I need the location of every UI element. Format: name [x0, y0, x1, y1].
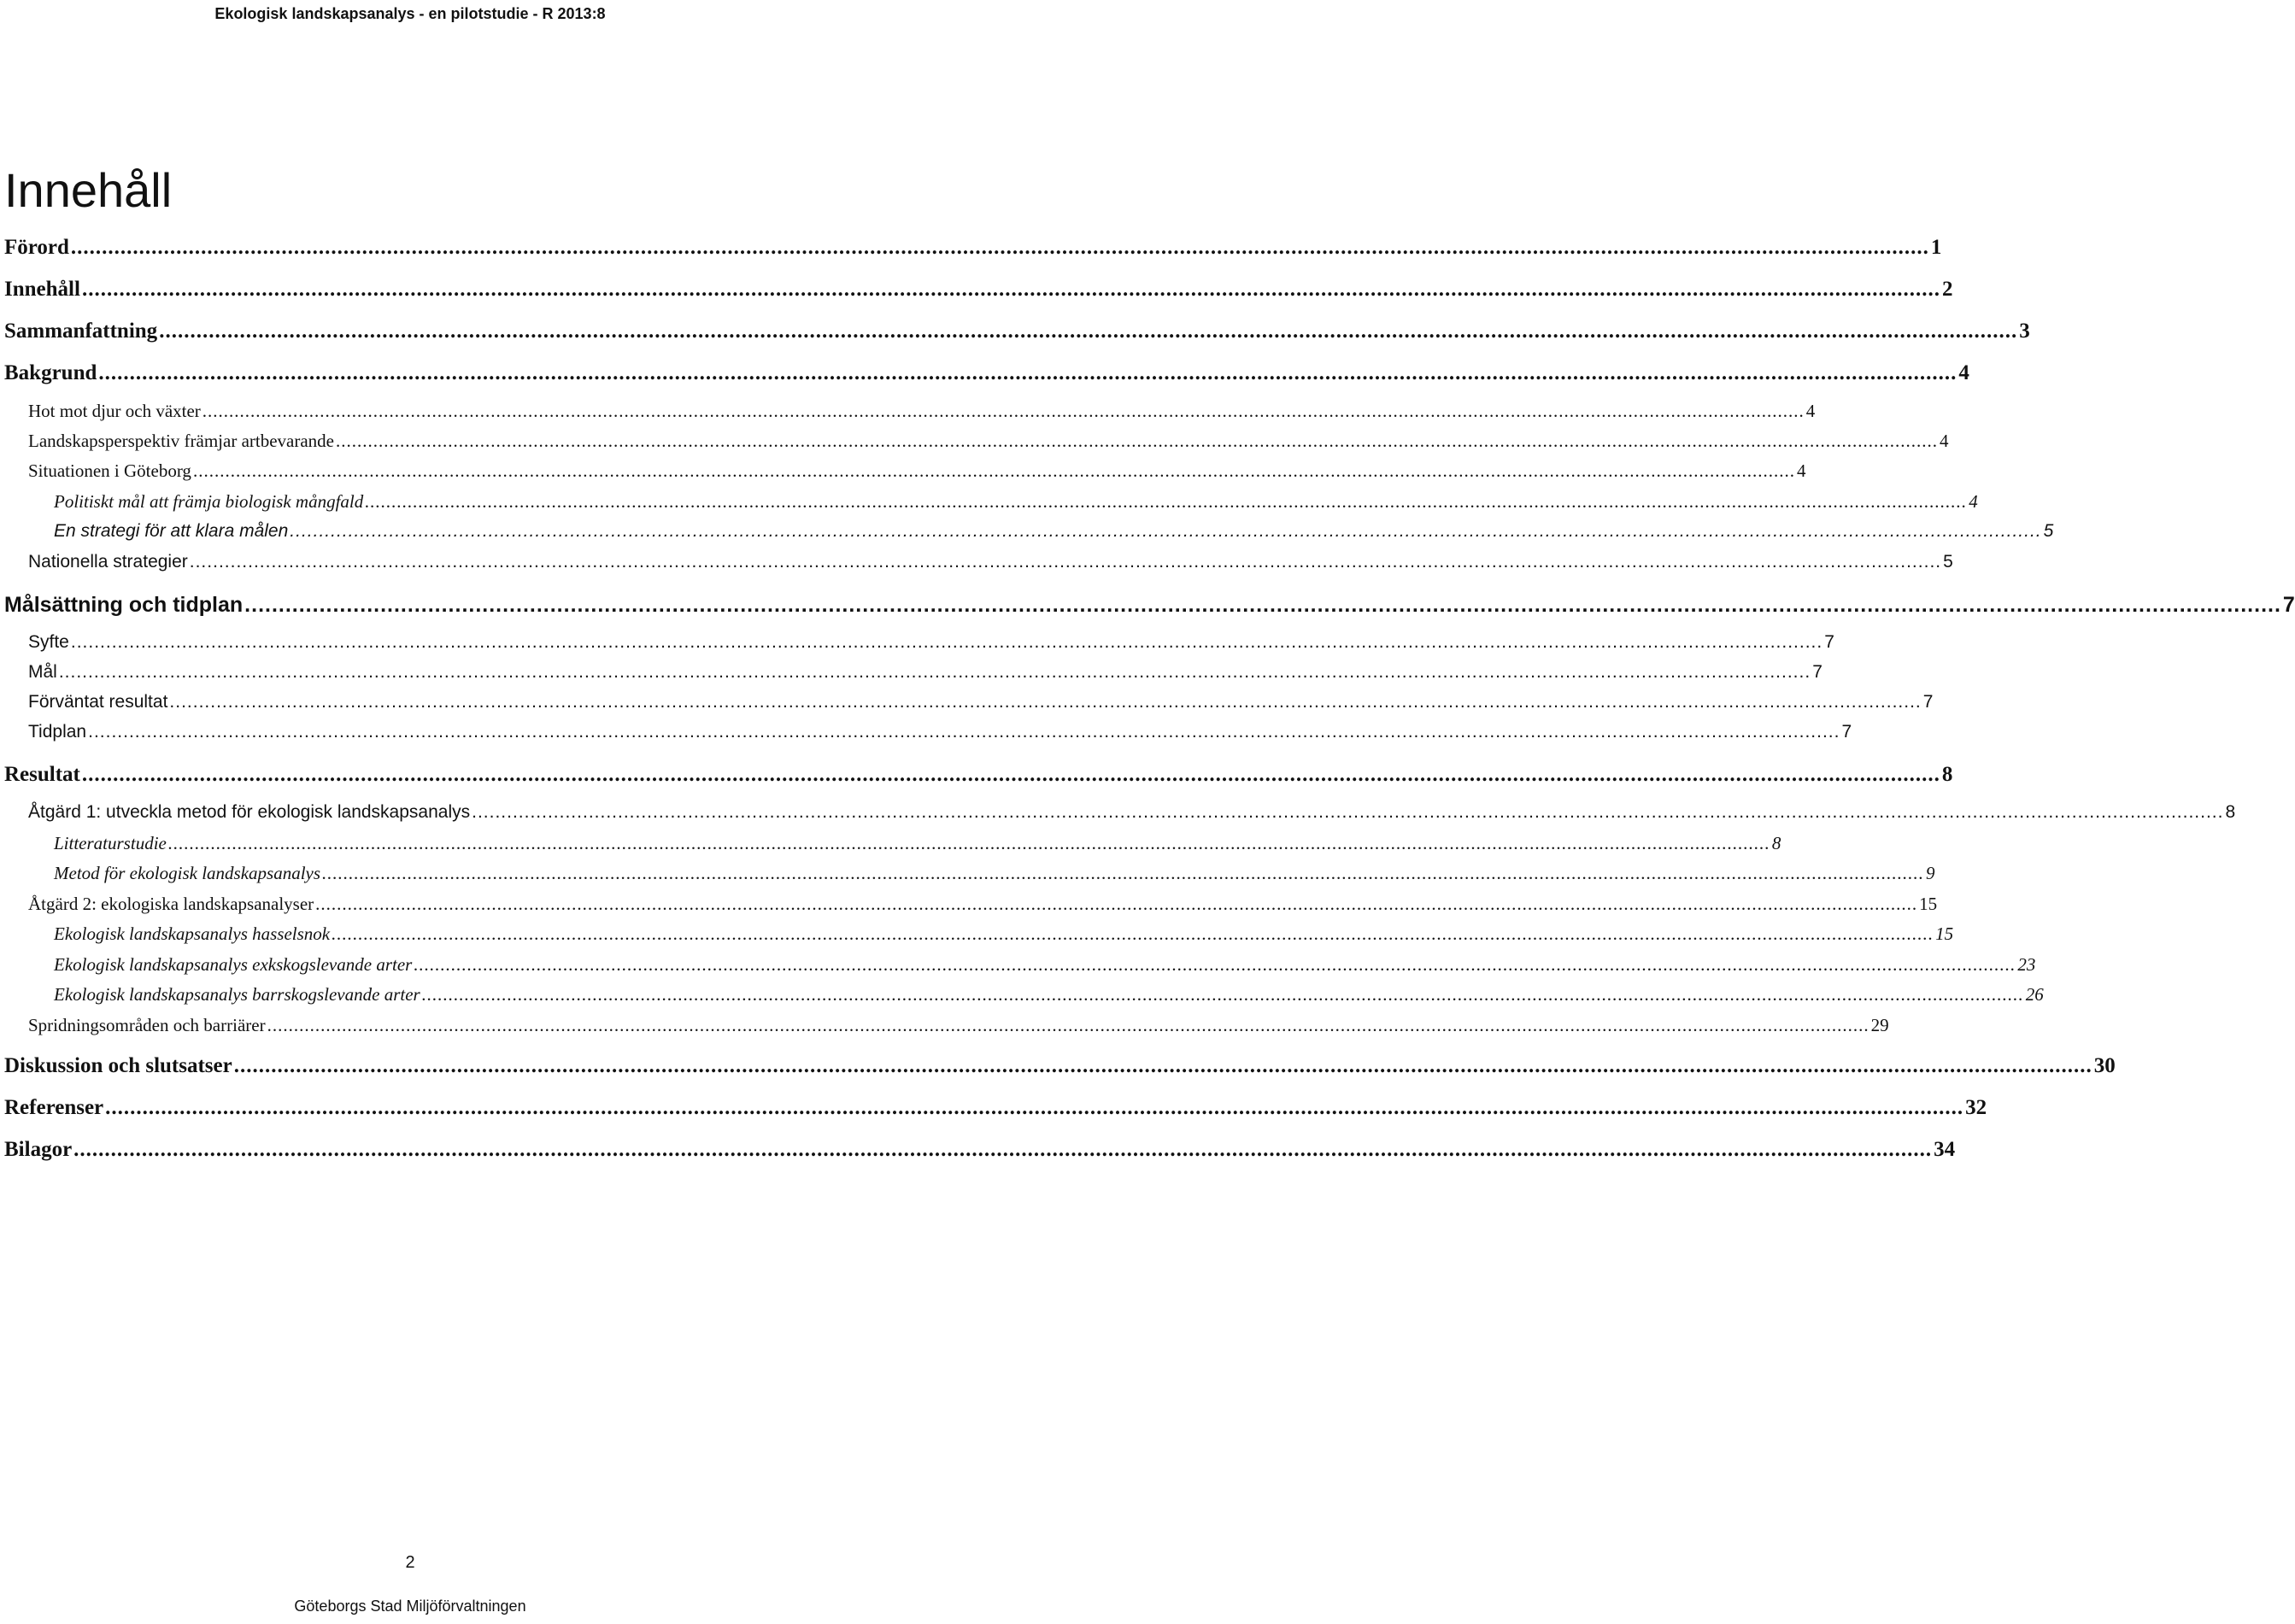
toc-entry-label: Landskapsperspektiv främjar artbevarande	[28, 431, 335, 451]
toc-entry-label: Spridningsområden och barriärer	[28, 1015, 266, 1035]
toc-leader-dots: ............................................................................................................................................................................................................................................................................................................	[159, 320, 2018, 343]
toc-entry-label: Mål	[28, 662, 57, 682]
toc-entry-label: Förord	[4, 236, 69, 259]
toc-entry-page: 23	[2017, 954, 2036, 975]
toc-entry-page: 7	[1812, 662, 1822, 682]
toc-entry-page: 34	[1934, 1138, 1956, 1161]
toc-entry-hot-mot-djur[interactable]	[28, 401, 1816, 430]
toc-leader-dots: ............................................................................................................................................................................................................................................................................................................	[290, 521, 2042, 541]
toc-leader-dots: ............................................................................................................................................................................................................................................................................................................	[202, 401, 1805, 421]
toc-entry-page: 8	[2225, 802, 2236, 822]
toc-entry-atgard-1[interactable]	[28, 802, 2236, 831]
toc-entry-label: Bilagor	[4, 1138, 73, 1161]
toc-entry-label: Syfte	[28, 632, 69, 652]
toc-entry-page: 4	[1969, 491, 1978, 512]
running-footer: Göteborgs Stad Miljöförvaltningen	[294, 1598, 526, 1615]
toc-leader-dots: ............................................................................................................................................................................................................................................................................................................	[267, 1015, 1869, 1035]
toc-leader-dots: ............................................................................................................................................................................................................................................................................................................	[421, 984, 2024, 1005]
toc-leader-dots: ............................................................................................................................................................................................................................................................................................................	[169, 692, 1922, 712]
toc-leader-dots: ............................................................................................................................................................................................................................................................................................................	[98, 361, 1958, 384]
toc-entry-page: 8	[1941, 763, 1953, 786]
toc-entry-page: 30	[2093, 1054, 2116, 1077]
toc-entry-ekskogslevande[interactable]	[54, 954, 2036, 983]
toc-entry-label: Innehåll	[4, 278, 80, 301]
toc-entry-en-strategi[interactable]	[54, 521, 2054, 550]
toc-leader-dots: ............................................................................................................................................................................................................................................................................................................	[81, 278, 1940, 301]
toc-entry-label: Situationen i Göteborg	[28, 460, 191, 481]
toc-entry-tidplan[interactable]	[28, 722, 1852, 751]
page-title: Innehåll	[4, 163, 173, 217]
toc-entry-spridningsomraden[interactable]	[28, 1015, 1889, 1044]
toc-entry-bakgrund[interactable]	[4, 361, 1969, 390]
toc-entry-resultat[interactable]	[4, 763, 1953, 792]
toc-leader-dots: ............................................................................................................................................................................................................................................................................................................	[336, 431, 1939, 451]
toc-entry-page: 7	[1922, 692, 1934, 712]
toc-entry-bilagor[interactable]	[4, 1138, 1956, 1167]
toc-entry-label: Bakgrund	[4, 361, 97, 384]
toc-entry-label: Ekologisk landskapsanalys barrskogslevande arter	[54, 984, 420, 1005]
toc-leader-dots: ............................................................................................................................................................................................................................................................................................................	[365, 491, 1968, 512]
toc-entry-label: Referenser	[4, 1096, 104, 1119]
toc-leader-dots: ............................................................................................................................................................................................................................................................................................................	[315, 894, 1918, 914]
toc-entry-page: 5	[2043, 521, 2054, 541]
toc-entry-page: 7	[2282, 593, 2295, 617]
toc-entry-mal[interactable]	[28, 662, 1822, 691]
toc-entry-label: Förväntat resultat	[28, 692, 168, 712]
toc-entry-page: 8	[1771, 833, 1781, 853]
toc-entry-label: Åtgärd 2: ekologiska landskapsanalyser	[28, 894, 314, 914]
toc-entry-label: Målsättning och tidplan	[4, 593, 244, 617]
toc-entry-hasselsnok[interactable]	[54, 923, 1954, 953]
toc-entry-label: En strategi för att klara målen	[54, 521, 289, 541]
toc-entry-diskussion[interactable]	[4, 1054, 2116, 1083]
toc-entry-atgard-2[interactable]	[28, 894, 1938, 923]
toc-entry-page: 4	[1940, 431, 1949, 451]
toc-leader-dots: ............................................................................................................................................................................................................................................................................................................	[70, 632, 1823, 652]
toc-entry-page: 4	[1805, 401, 1816, 421]
toc-entry-metod[interactable]	[54, 863, 1935, 892]
toc-entry-politiskt-mal[interactable]	[54, 491, 1978, 520]
toc-entry-label: Åtgärd 1: utveckla metod för ekologisk landskapsanalys	[28, 802, 471, 822]
toc-entry-page: 4	[1796, 460, 1806, 481]
toc-entry-nationella-strategier[interactable]	[28, 552, 1953, 581]
toc-entry-label: Tidplan	[28, 722, 87, 742]
toc-leader-dots: ............................................................................................................................................................................................................................................................................................................	[332, 923, 1934, 944]
toc-entry-page: 15	[1919, 894, 1938, 914]
toc-entry-label: Sammanfattning	[4, 320, 158, 343]
toc-leader-dots: ............................................................................................................................................................................................................................................................................................................	[244, 593, 2281, 617]
toc-leader-dots: ............................................................................................................................................................................................................................................................................................................	[167, 833, 1770, 853]
toc-entry-sammanfattning[interactable]	[4, 320, 2030, 349]
toc-entry-malsattning[interactable]	[4, 593, 2295, 622]
toc-entry-label: Politiskt mål att främja biologisk mångfald	[54, 491, 364, 512]
toc-entry-page: 32	[1965, 1096, 1987, 1119]
toc-entry-forord[interactable]	[4, 236, 1942, 265]
toc-leader-dots: ............................................................................................................................................................................................................................................................................................................	[88, 722, 1840, 742]
toc-entry-page: 5	[1943, 552, 1953, 572]
toc-entry-page: 26	[2025, 984, 2044, 1005]
toc-entry-label: Hot mot djur och växter	[28, 401, 201, 421]
toc-leader-dots: ............................................................................................................................................................................................................................................................................................................	[322, 863, 1925, 883]
toc-entry-label: Litteraturstudie	[54, 833, 167, 853]
toc-entry-barrskogslevande[interactable]	[54, 984, 2044, 1013]
running-header: Ekologisk landskapsanalys - en pilotstudie - R 2013:8	[214, 5, 606, 22]
toc-entry-forvantat-resultat[interactable]	[28, 692, 1934, 721]
toc-entry-page: 15	[1935, 923, 1954, 944]
toc-leader-dots: ............................................................................................................................................................................................................................................................................................................	[73, 1138, 1933, 1161]
toc-entry-page: 3	[2019, 320, 2030, 343]
toc-leader-dots: ............................................................................................................................................................................................................................................................................................................	[105, 1096, 1964, 1119]
toc-entry-syfte[interactable]	[28, 632, 1834, 661]
toc-entry-page: 7	[1824, 632, 1834, 652]
toc-leader-dots: ............................................................................................................................................................................................................................................................................................................	[81, 763, 1940, 786]
toc-entry-landskapsperspektiv[interactable]	[28, 431, 1949, 460]
toc-entry-label: Nationella strategier	[28, 552, 188, 572]
toc-entry-innehall[interactable]	[4, 278, 1953, 307]
toc-entry-page: 7	[1841, 722, 1852, 742]
toc-leader-dots: ............................................................................................................................................................................................................................................................................................................	[70, 236, 1929, 259]
toc-leader-dots: ............................................................................................................................................................................................................................................................................................................	[233, 1054, 2092, 1077]
toc-entry-situationen[interactable]	[28, 460, 1806, 490]
toc-entry-label: Ekologisk landskapsanalys exkskogslevande arter	[54, 954, 413, 975]
page-number: 2	[405, 1553, 415, 1572]
toc-entry-label: Ekologisk landskapsanalys hasselsnok	[54, 923, 331, 944]
toc-entry-litteraturstudie[interactable]	[54, 833, 1781, 862]
toc-entry-referenser[interactable]	[4, 1096, 1987, 1125]
toc-leader-dots: ............................................................................................................................................................................................................................................................................................................	[58, 662, 1811, 682]
toc-entry-page: 4	[1958, 361, 1969, 384]
toc-entry-label: Diskussion och slutsatser	[4, 1054, 232, 1077]
toc-entry-label: Metod för ekologisk landskapsanalys	[54, 863, 321, 883]
toc-leader-dots: ............................................................................................................................................................................................................................................................................................................	[189, 552, 1942, 572]
toc-leader-dots: ............................................................................................................................................................................................................................................................................................................	[472, 802, 2224, 822]
toc-leader-dots: ............................................................................................................................................................................................................................................................................................................	[192, 460, 1795, 481]
toc-entry-label: Resultat	[4, 763, 80, 786]
toc-entry-page: 29	[1870, 1015, 1889, 1035]
toc-leader-dots: ............................................................................................................................................................................................................................................................................................................	[414, 954, 2016, 975]
toc-entry-page: 9	[1926, 863, 1935, 883]
toc-entry-page: 2	[1941, 278, 1953, 301]
toc-entry-page: 1	[1930, 236, 1942, 259]
